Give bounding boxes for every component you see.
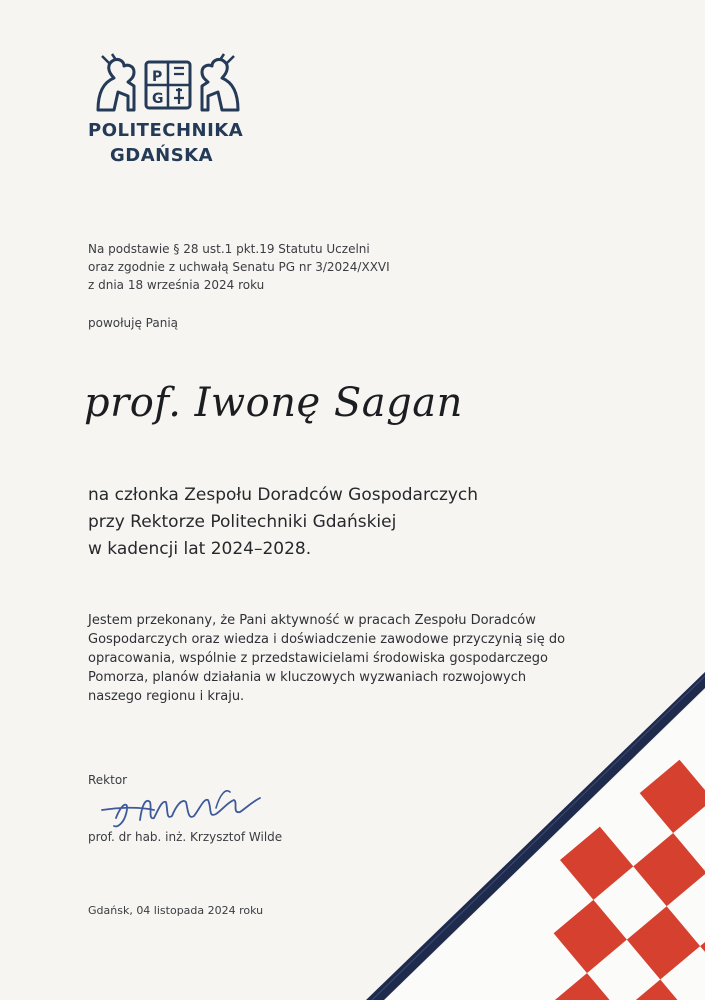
role-line: w kadencji lat 2024–2028. [88, 539, 312, 559]
body-paragraph [88, 611, 565, 706]
crest-icon [88, 52, 248, 116]
place-and-date: Gdańsk, 04 listopada 2024 roku [88, 904, 264, 917]
legal-basis-line: z dnia 18 września 2024 roku [88, 278, 265, 292]
svg-text:P: P [152, 69, 163, 85]
signatory-name: prof. dr hab. inż. Krzysztof Wilde [88, 830, 283, 844]
body-line: naszego regionu i kraju. [88, 689, 245, 704]
body-line: opracowania, wspólnie z przedstawicielami środowiska gospodarczego [88, 651, 548, 666]
body-line: Pomorza, planów działania w kluczowych wyzwaniach rozwojowych [88, 670, 527, 685]
body-line: Jestem przekonany, że Pani aktywność w pracach Zespołu Doradców [88, 613, 536, 628]
legal-basis-line: Na podstawie § 28 ust.1 pkt.19 Statutu Uczelni [88, 242, 370, 256]
role-line: przy Rektorze Politechniki Gdańskiej [88, 512, 397, 532]
logo-text-line1: POLITECHNIKA [88, 120, 244, 141]
role-line: na członka Zespołu Doradców Gospodarczych [88, 485, 479, 505]
legal-basis [88, 240, 390, 294]
body-line: Gospodarczych oraz wiedza i doświadczenie zawodowe przyczynią się do [88, 632, 566, 647]
logo-text-line2: GDAŃSKA [110, 145, 214, 166]
svg-text:G: G [152, 91, 164, 107]
appointment-intro: powołuję Panią [88, 316, 179, 330]
role-description [88, 482, 478, 563]
university-logo [88, 52, 248, 166]
recipient-name: prof. Iwonę Sagan [84, 380, 463, 426]
signatory-title: Rektor [88, 773, 128, 787]
legal-basis-line: oraz zgodnie z uchwałą Senatu PG nr 3/2024/XXVI [88, 260, 390, 274]
